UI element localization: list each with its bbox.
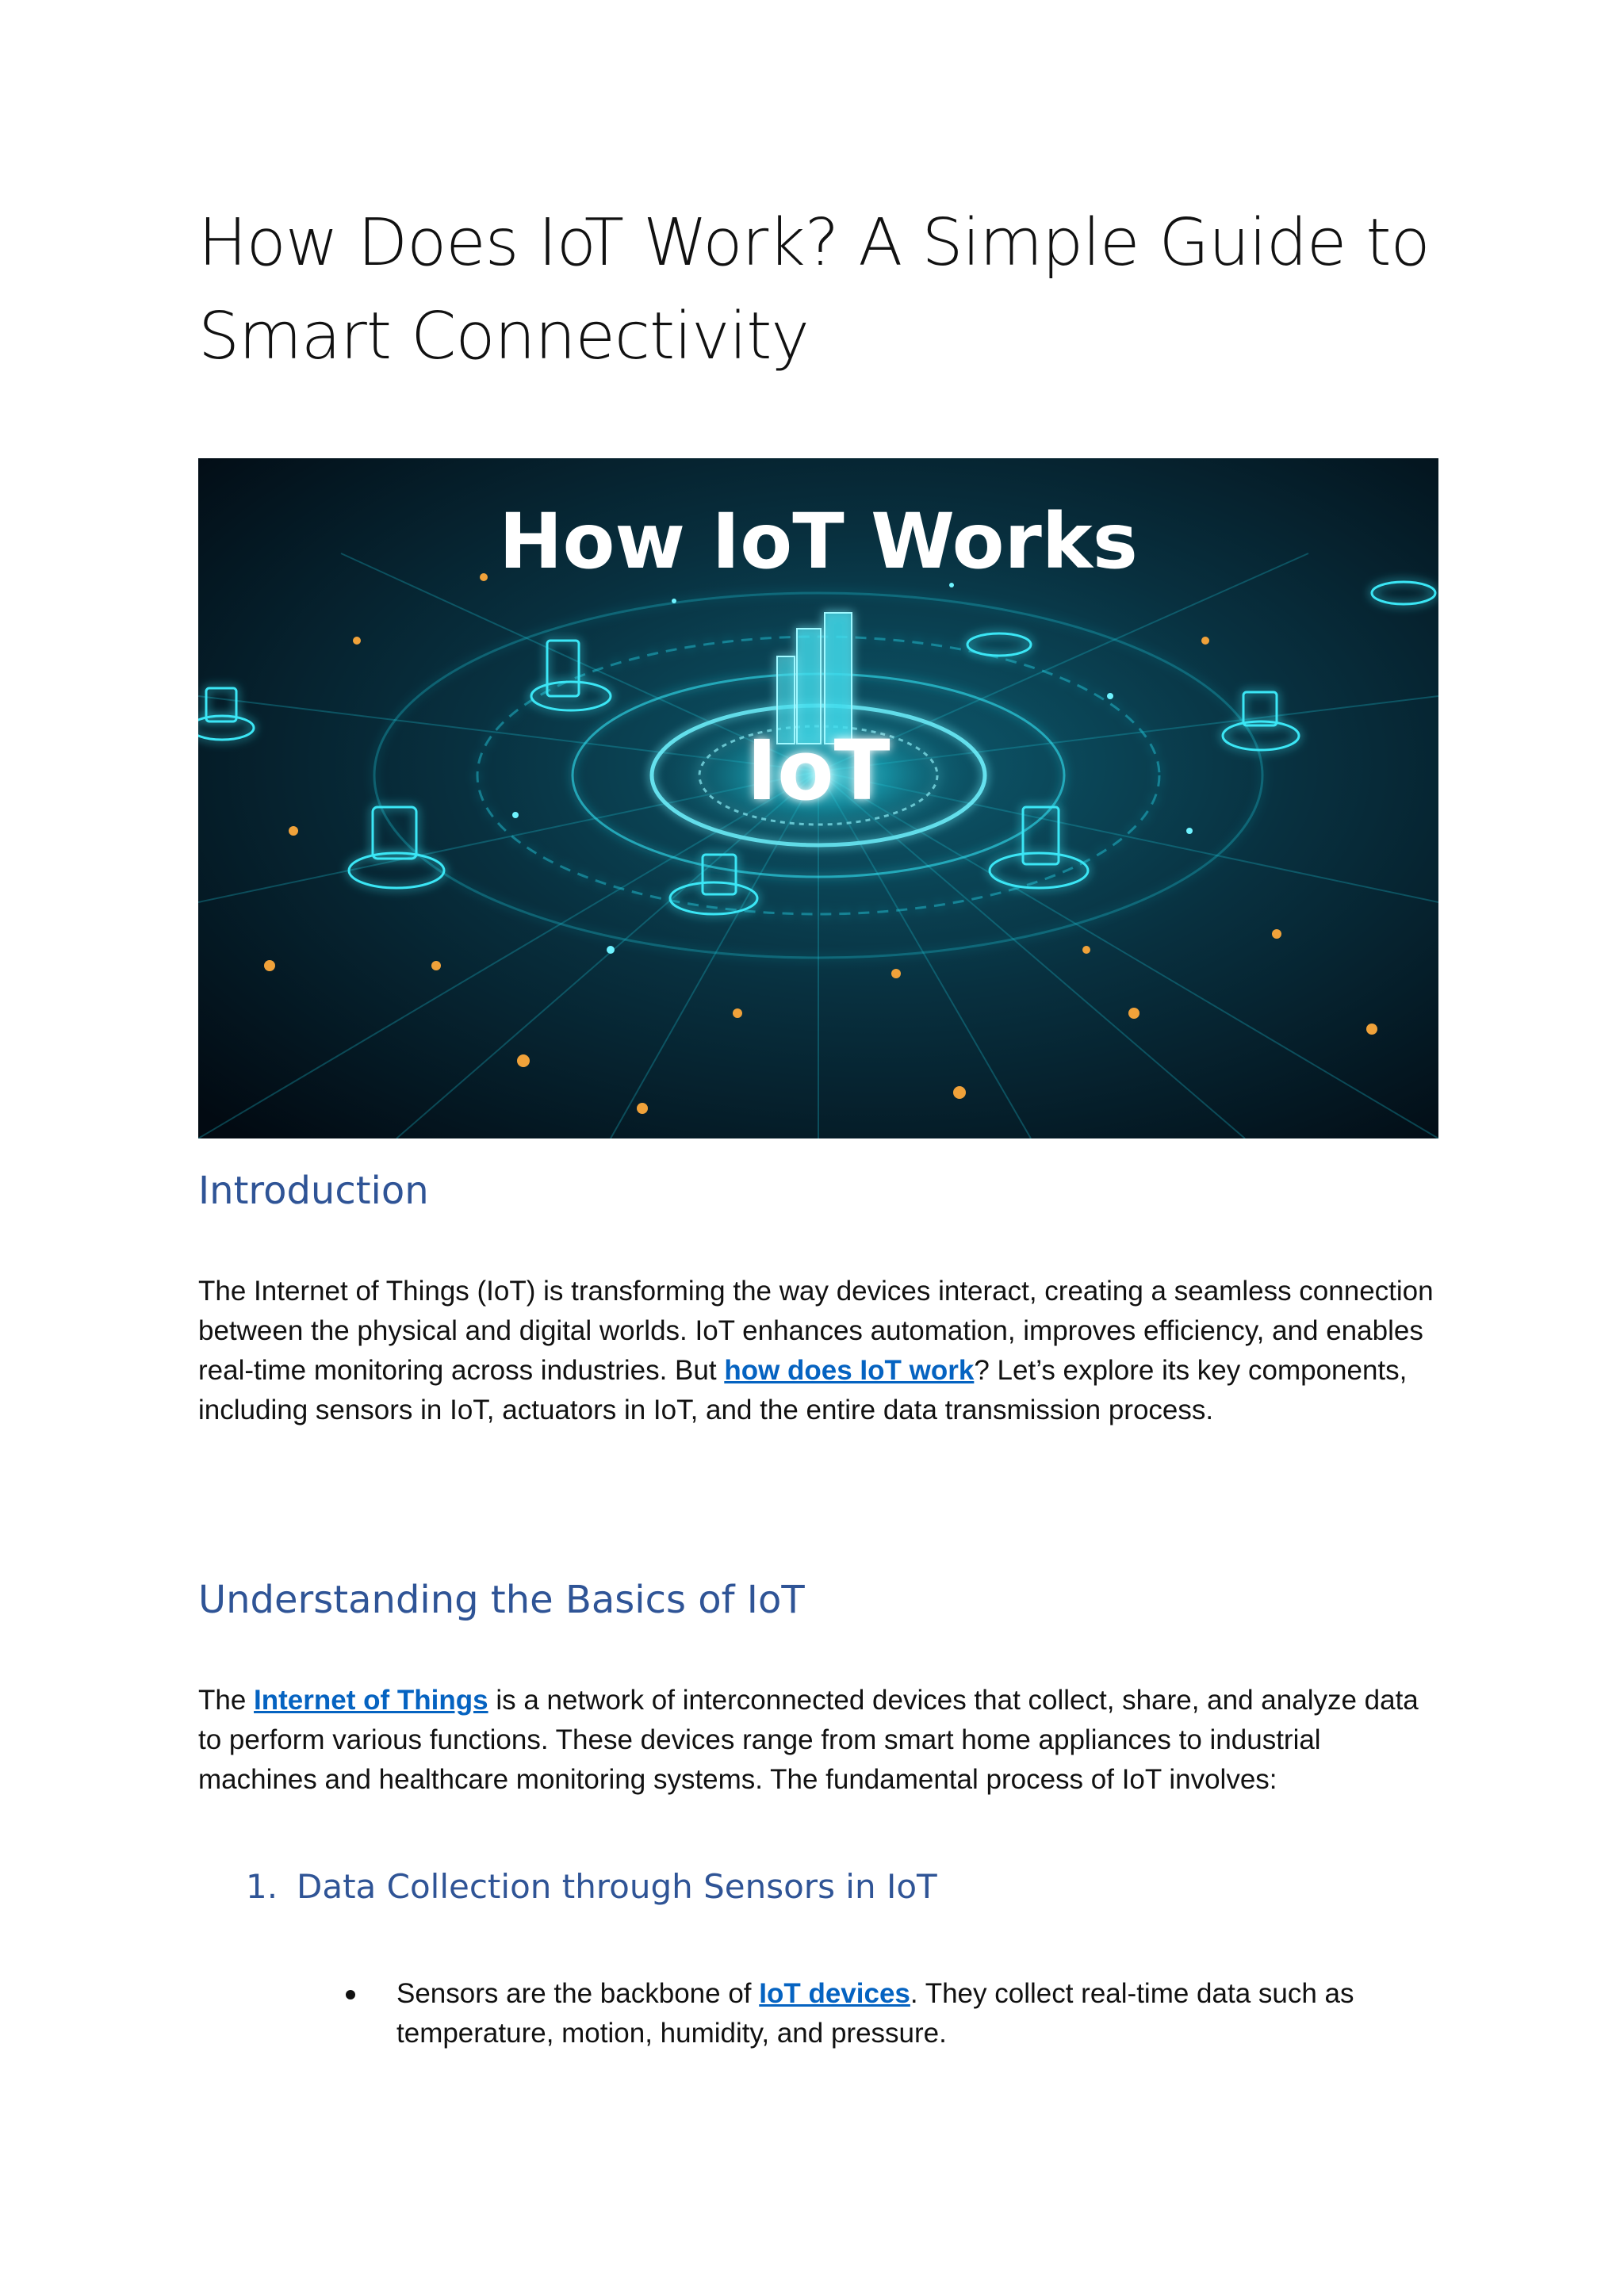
bullet-text-1: Sensors are the backbone of [396, 1978, 760, 2009]
data-collection-number: 1. [246, 1867, 278, 1906]
hero-headline: How IoT Works [499, 497, 1138, 586]
internet-of-things-link[interactable]: Internet of Things [254, 1685, 488, 1716]
list-item [341, 1974, 1372, 2053]
introduction-paragraph [198, 1272, 1443, 1430]
how-does-iot-work-link[interactable]: how does IoT work [724, 1355, 975, 1386]
introduction-text-2: ? Let’s explore its key components, including sensors in IoT, actuators in IoT, and the entire data transmission process. [198, 1355, 1408, 1425]
data-collection-heading [246, 1863, 937, 1911]
data-collection-bullets [341, 1974, 1372, 2053]
iot-devices-link[interactable]: IoT devices [759, 1978, 910, 2009]
data-collection-title: Data Collection through Sensors in IoT [297, 1867, 937, 1906]
basics-heading: Understanding the Basics of IoT [198, 1578, 805, 1622]
introduction-text-1: The Internet of Things (IoT) is transforming the way devices interact, creating a seamless connection between the physical and digital worlds. IoT enhances automation, improves efficiency, and enables real-time monitoring across industries. But [198, 1276, 1434, 1386]
basics-paragraph [198, 1681, 1443, 1800]
bullet-icon [346, 1990, 355, 1999]
basics-text-2: is a network of interconnected devices that collect, share, and analyze data to perform various functions. These devices range from smart home appliances to industrial machines and healthcare monitoring systems. The fundamental process of IoT involves: [198, 1685, 1419, 1795]
bullet-text-2: . They collect real-time data such as temperature, motion, humidity, and pressure. [396, 1978, 1354, 2049]
hero-image [198, 458, 1438, 1138]
basics-text-1: The [198, 1685, 255, 1716]
introduction-heading: Introduction [198, 1169, 429, 1213]
hero-center-label: IoT [746, 722, 891, 819]
page-title: How Does IoT Work? A Simple Guide to Smart Connectivity [198, 205, 1430, 374]
hero-illustration [198, 458, 1438, 1138]
